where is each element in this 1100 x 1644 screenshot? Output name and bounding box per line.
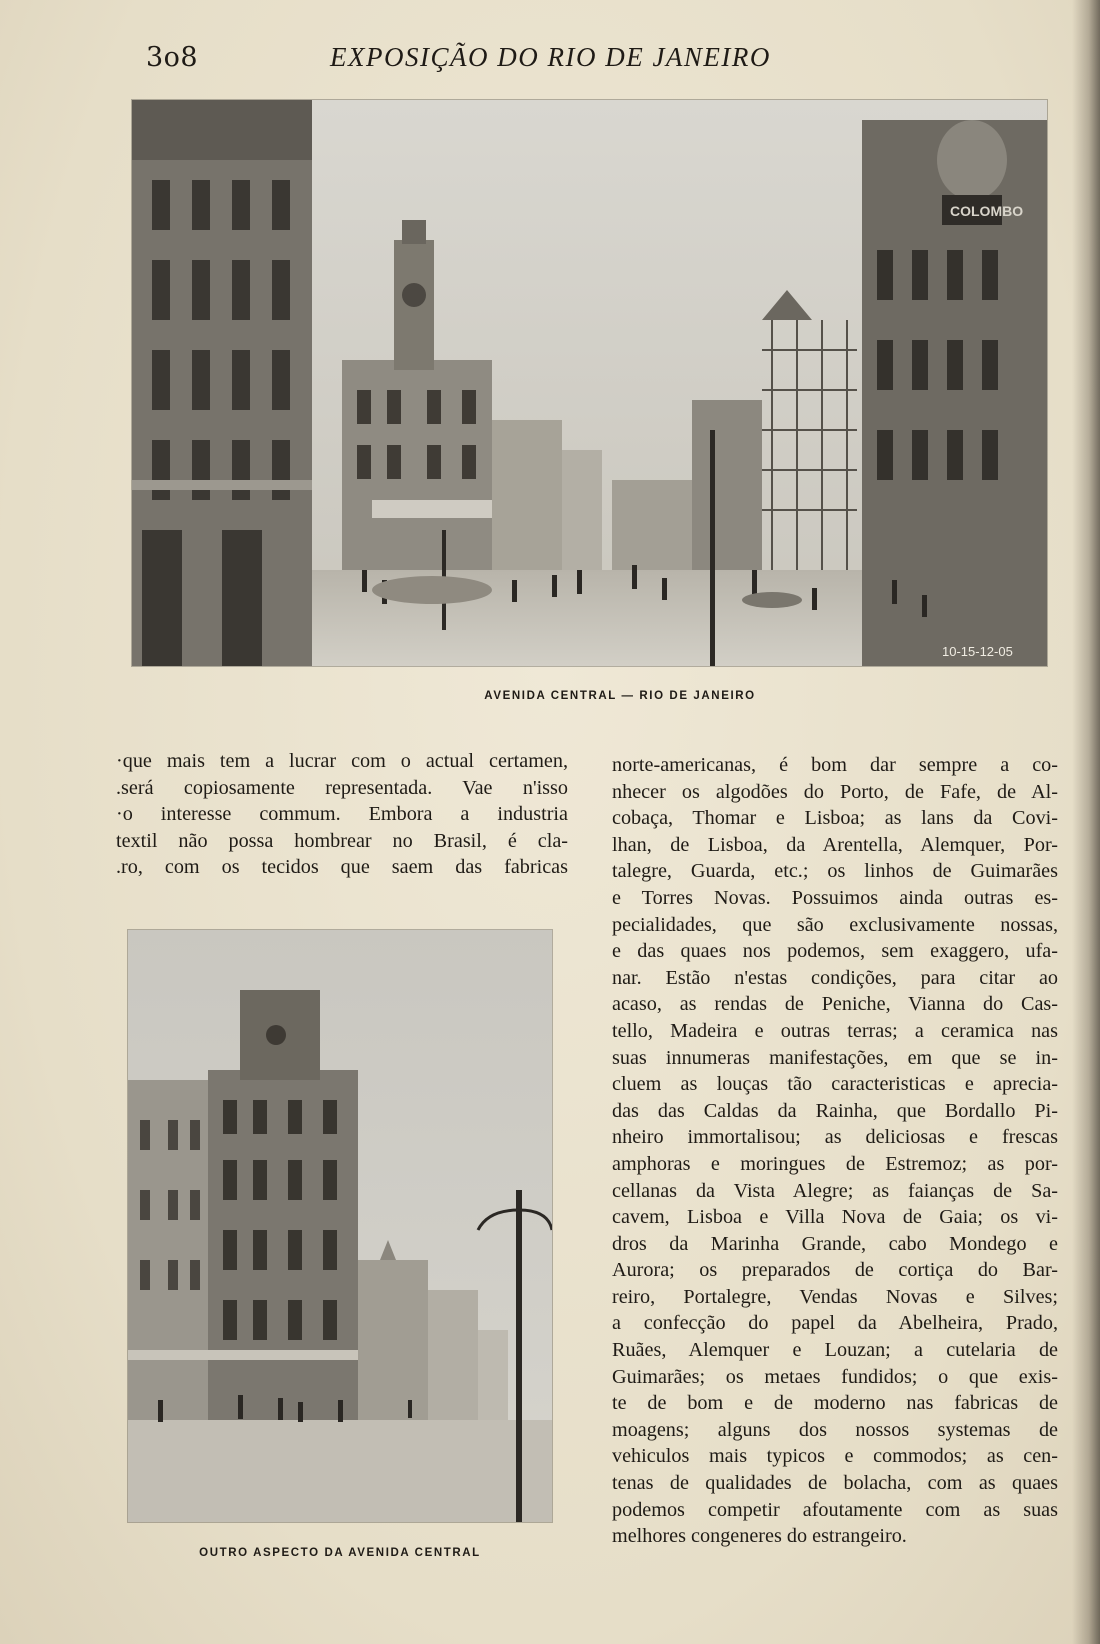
running-title: EXPOSIÇÃO DO RIO DE JANEIRO: [330, 42, 771, 72]
text-line: acaso, as rendas de Peniche, Vianna do Cas-: [612, 993, 1058, 1016]
text-line: norte-americanas, é bom dar sempre a co-: [612, 754, 1058, 776]
text-line: melhores congeneres do estrangeiro.: [612, 1525, 907, 1548]
text-line: nheiro immortalisou; as deliciosas e frescas: [612, 1126, 1058, 1149]
text-line: a confecção do papel da Abelheira, Prado,: [612, 1312, 1058, 1335]
text-line: vehiculos mais typicos e commodos; as cen-: [612, 1445, 1058, 1468]
text-line: Ruães, Alemquer e Louzan; a cutelaria de: [612, 1339, 1058, 1362]
photo-stamp: 10-15-12-05: [942, 644, 1013, 659]
text-line: ·que mais tem a lucrar com o actual certamen,: [116, 750, 568, 772]
text-line: amphoras e moringues de Estremoz; as por-: [612, 1152, 1058, 1175]
text-line: nhecer os algodões do Porto, de Fafe, de Al-: [612, 780, 1058, 803]
text-line: suas innumeras manifestações, em que se in-: [612, 1046, 1058, 1069]
left-text-column: [116, 748, 568, 881]
text-line: cobaça, Thomar e Lisboa; as lans da Covi-: [612, 807, 1058, 830]
text-line: e Torres Novas. Possuimos ainda outras es-: [612, 886, 1058, 909]
text-line: Aurora; os preparados de cortiça do Bar-: [612, 1259, 1058, 1282]
text-line: lhan, de Lisboa, da Arentella, Alemquer, Por-: [612, 833, 1058, 856]
text-line: tello, Madeira e outras terras; a ceramica nas: [612, 1019, 1058, 1042]
text-line: pecialidades, que são exclusivamente nossas,: [612, 913, 1058, 936]
page-number: 3o8: [146, 42, 199, 73]
text-line: nar. Estão n'estas condições, para citar ao: [612, 966, 1058, 989]
right-text-column: [612, 752, 1058, 1550]
text-line: tenas de qualidades de bolacha, com as quaes: [612, 1472, 1058, 1495]
text-line: .será copiosamente representada. Vae n'isso: [116, 776, 568, 799]
text-line: ·o interesse commum. Embora a industria: [116, 803, 568, 826]
photo-outro-aspecto: [128, 930, 552, 1522]
caption-outro-aspecto: OUTRO ASPECTO DA AVENIDA CENTRAL: [199, 1547, 481, 1559]
text-line: te de bom e de moderno nas fabricas de: [612, 1392, 1058, 1415]
text-line: e das quaes nos podemos, sem exaggero, ufa-: [612, 940, 1058, 963]
colombo-sign: COLOMBO: [950, 203, 1024, 219]
text-line: textil não possa hombrear no Brasil, é cla-: [116, 829, 568, 852]
photo-avenida-central: [132, 100, 1047, 666]
text-line: moagens; alguns dos nossos systemas de: [612, 1418, 1058, 1441]
text-line: cellanas da Vista Alegre; as faianças de Sa-: [612, 1179, 1058, 1202]
text-line: cavem, Lisboa e Villa Nova de Gaia; os vi-: [612, 1206, 1058, 1229]
page-edge-shadow: [1072, 0, 1100, 1644]
caption-avenida-central: AVENIDA CENTRAL — RIO DE JANEIRO: [484, 690, 756, 702]
text-line: reiro, Portalegre, Vendas Novas e Silves;: [612, 1285, 1058, 1308]
text-line: Guimarães; os metaes fundidos; o que exis-: [612, 1365, 1058, 1388]
text-line: podemos competir afoutamente com as suas: [612, 1498, 1058, 1521]
text-line: talegre, Guarda, etc.; os linhos de Guimarães: [612, 860, 1058, 883]
text-line: das das Caldas da Rainha, que Bordallo Pi-: [612, 1099, 1058, 1122]
text-line: cluem as louças tão caracteristicas e aprecia-: [612, 1073, 1058, 1096]
text-line: dros da Marinha Grande, cabo Mondego e: [612, 1232, 1058, 1255]
text-line: .ro, com os tecidos que saem das fabricas: [116, 856, 568, 879]
